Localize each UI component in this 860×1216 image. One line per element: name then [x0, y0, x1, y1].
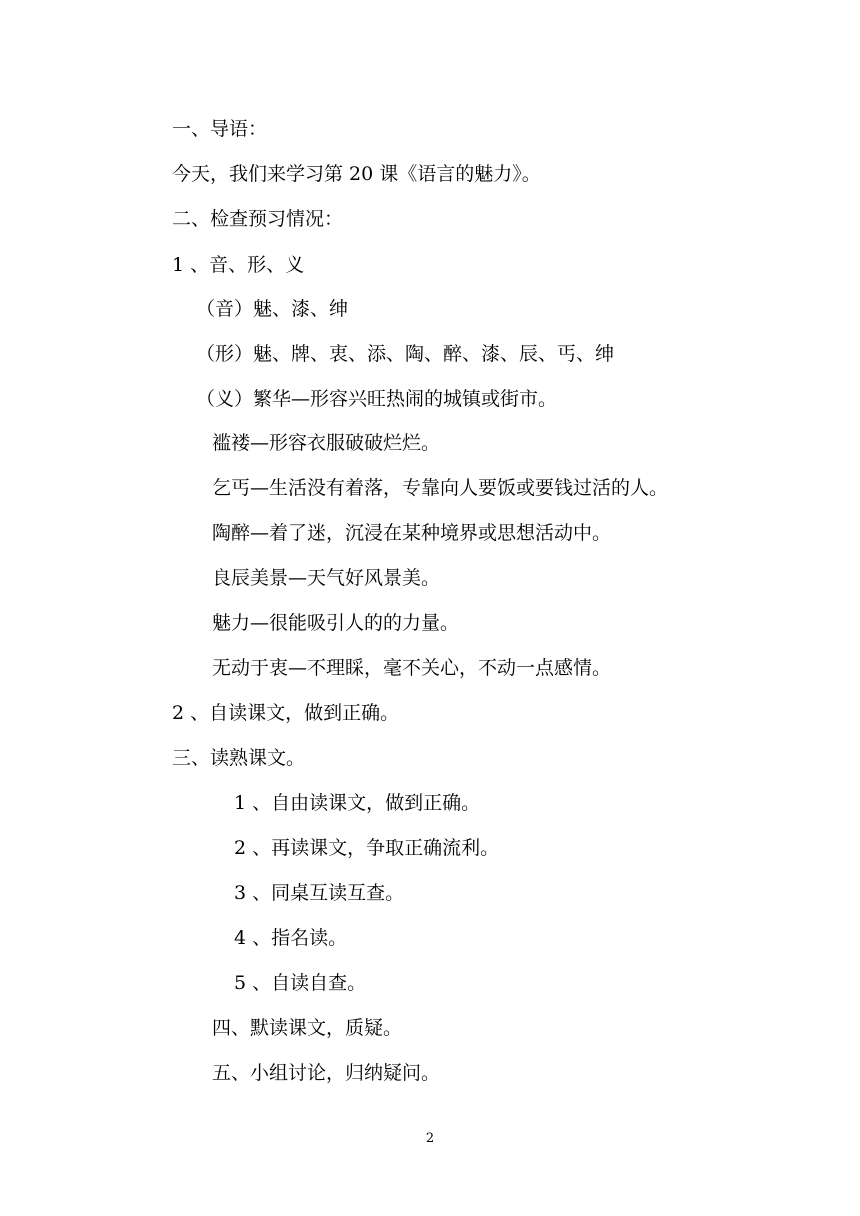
list-item: （义）繁华—形容兴旺热闹的城镇或街市。	[196, 388, 558, 410]
list-item: 1 、自由读课文，做到正确。	[234, 792, 481, 814]
page-number: 2	[425, 1131, 435, 1146]
list-item: （形）魅、牌、衷、添、陶、醉、漆、辰、丐、绅	[196, 343, 615, 365]
definition-line: 良辰美景—天气好风景美。	[212, 567, 441, 589]
list-item: （音）魅、漆、绅	[196, 298, 349, 320]
list-item: 2 、自读课文，做到正确。	[172, 702, 400, 724]
list-item: 1 、音、形、义	[172, 254, 305, 276]
heading-intro: 一、导语：	[172, 118, 268, 140]
definition-line: 褴褛—形容衣服破破烂烂。	[212, 432, 441, 454]
list-item: 2 、再读课文，争取正确流利。	[234, 837, 500, 859]
paragraph-line: 今天，我们来学习第 20 课《语言的魅力》。	[172, 163, 541, 185]
definition-line: 魅力—很能吸引人的的力量。	[212, 612, 460, 634]
definition-line: 陶醉—着了迷，沉浸在某种境界或思想活动中。	[212, 522, 612, 544]
heading-read-text: 三、读熟课文。	[172, 747, 306, 769]
definition-line: 无动于衷—不理睬，毫不关心，不动一点感情。	[212, 657, 612, 679]
list-item: 4 、指名读。	[234, 927, 348, 949]
heading-preview-check: 二、检查预习情况：	[172, 208, 344, 230]
definition-line: 乞丐—生活没有着落，专靠向人要饭或要钱过活的人。	[212, 477, 669, 499]
heading-group-discussion: 五、小组讨论，归纳疑问。	[212, 1062, 441, 1084]
list-item: 3 、同桌互读互查。	[234, 882, 405, 904]
heading-silent-reading: 四、默读课文，质疑。	[212, 1017, 403, 1039]
list-item: 5 、自读自查。	[234, 972, 367, 994]
